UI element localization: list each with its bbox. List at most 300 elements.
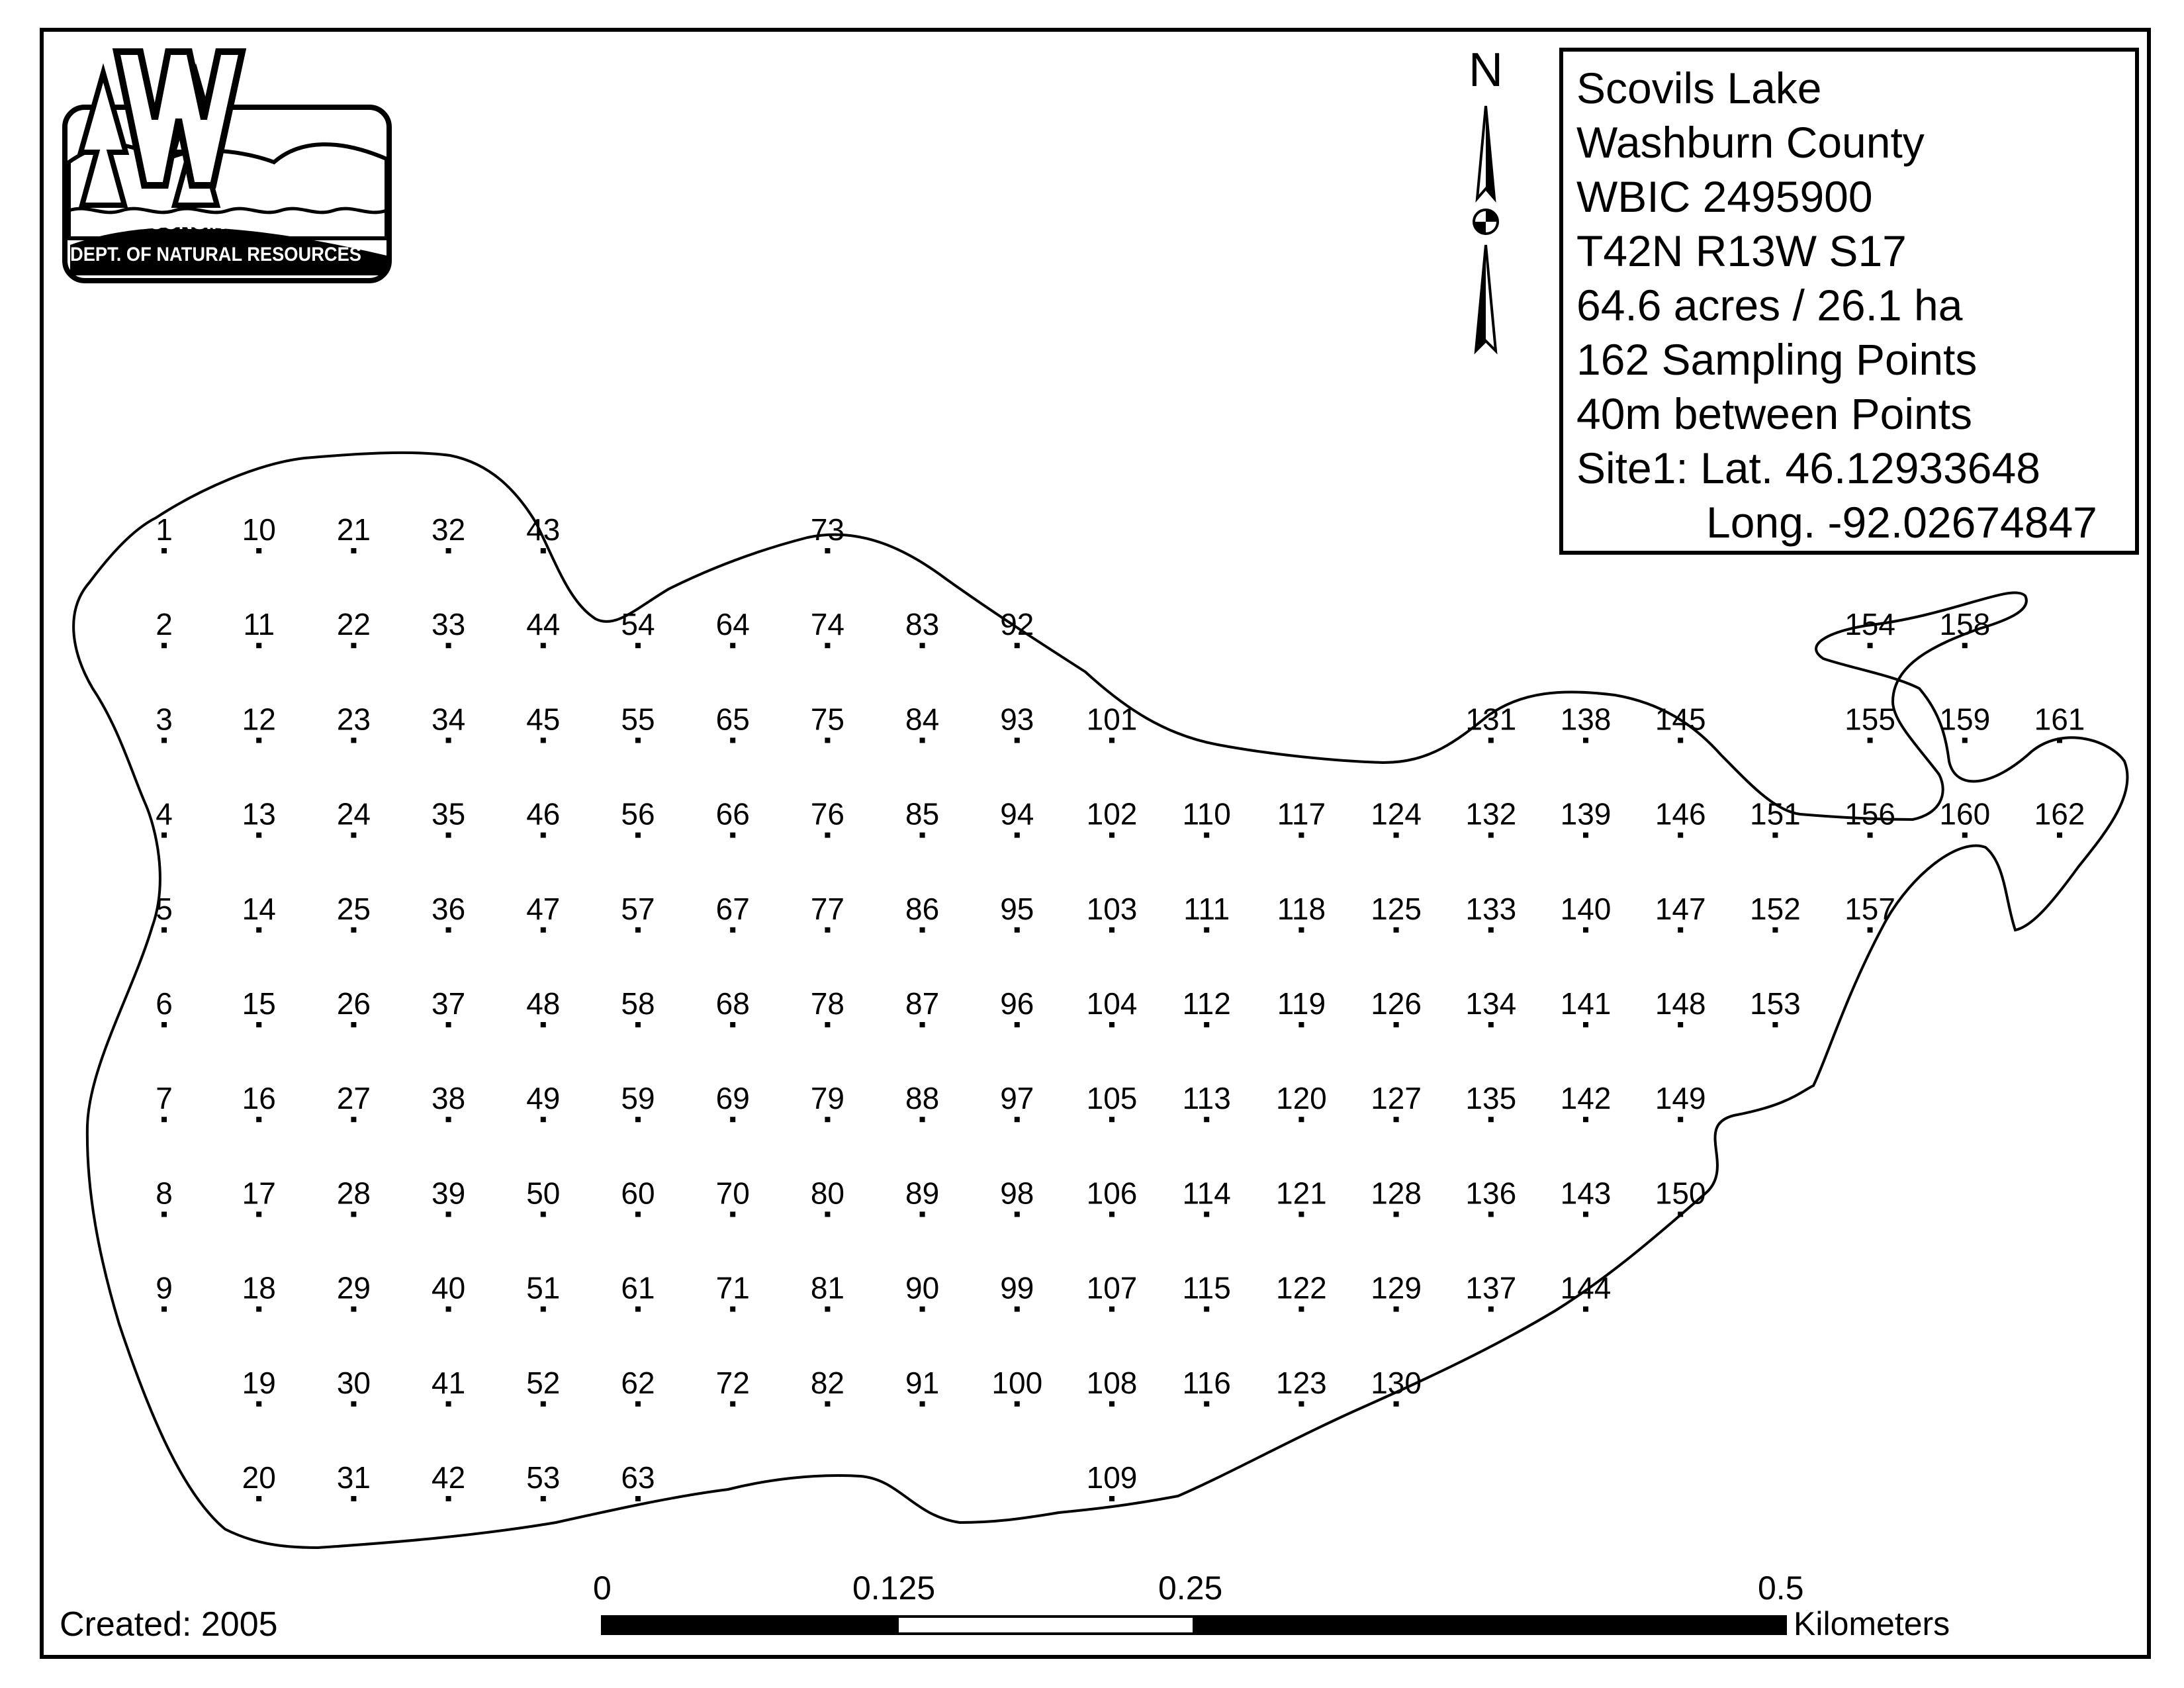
sampling-point-label-56: 56 <box>621 796 655 831</box>
sampling-point-label-33: 33 <box>432 607 466 642</box>
sampling-point-label-99: 99 <box>1000 1270 1034 1305</box>
sampling-point-dot-18 <box>256 1307 261 1312</box>
sampling-point-label-105: 105 <box>1086 1081 1138 1116</box>
sampling-point-dot-112 <box>1204 1022 1209 1027</box>
sampling-point-dot-91 <box>920 1401 925 1407</box>
sampling-point-dot-5 <box>161 927 167 933</box>
sampling-point-dot-22 <box>351 643 356 648</box>
sampling-point-dot-12 <box>256 737 261 743</box>
sampling-point-dot-6 <box>161 1022 167 1027</box>
sampling-point-dot-33 <box>446 643 451 648</box>
sampling-point-label-87: 87 <box>905 986 940 1021</box>
sampling-point-label-154: 154 <box>1844 607 1895 642</box>
sampling-point-label-48: 48 <box>526 986 561 1021</box>
sampling-point-label-42: 42 <box>432 1460 466 1495</box>
sampling-point-dot-101 <box>1109 737 1115 743</box>
sampling-point-label-28: 28 <box>336 1176 371 1211</box>
sampling-point-label-130: 130 <box>1371 1365 1422 1400</box>
sampling-point-dot-134 <box>1488 1022 1494 1027</box>
sampling-point-label-106: 106 <box>1086 1176 1138 1211</box>
info-box <box>1559 48 2139 555</box>
sampling-point-label-54: 54 <box>621 607 655 642</box>
sampling-point-label-125: 125 <box>1371 891 1422 926</box>
sampling-point-dot-51 <box>541 1307 546 1312</box>
scale-bar <box>601 1615 1787 1635</box>
sampling-point-label-8: 8 <box>156 1176 173 1211</box>
sampling-point-label-103: 103 <box>1086 891 1138 926</box>
sampling-point-dot-150 <box>1678 1211 1683 1217</box>
sampling-point-label-72: 72 <box>715 1365 750 1400</box>
sampling-point-label-31: 31 <box>336 1460 371 1495</box>
sampling-point-label-142: 142 <box>1560 1081 1612 1116</box>
sampling-point-label-83: 83 <box>905 607 940 642</box>
sampling-point-dot-19 <box>256 1401 261 1407</box>
sampling-point-dot-65 <box>730 737 735 743</box>
sampling-point-dot-96 <box>1015 1022 1020 1027</box>
sampling-point-dot-24 <box>351 833 356 838</box>
info-wbic: WBIC 2495900 <box>1576 172 1873 221</box>
sampling-point-label-93: 93 <box>1000 702 1034 737</box>
sampling-point-label-108: 108 <box>1086 1365 1138 1400</box>
sampling-point-dot-47 <box>541 927 546 933</box>
sampling-point-label-67: 67 <box>715 891 750 926</box>
sampling-point-dot-129 <box>1394 1307 1399 1312</box>
sampling-point-dot-131 <box>1488 737 1494 743</box>
sampling-point-dot-82 <box>825 1401 830 1407</box>
sampling-point-dot-143 <box>1583 1211 1588 1217</box>
sampling-point-dot-161 <box>2057 737 2062 743</box>
sampling-point-label-104: 104 <box>1086 986 1138 1021</box>
info-location: T42N R13W S17 <box>1576 226 1907 275</box>
sampling-point-label-150: 150 <box>1655 1176 1706 1211</box>
sampling-point-dot-57 <box>635 927 641 933</box>
sampling-point-dot-67 <box>730 927 735 933</box>
sampling-point-dot-42 <box>446 1496 451 1501</box>
sampling-point-label-158: 158 <box>1939 607 1991 642</box>
sampling-point-label-110: 110 <box>1182 796 1231 831</box>
sampling-point-dot-75 <box>825 737 830 743</box>
sampling-point-label-60: 60 <box>621 1176 655 1211</box>
sampling-point-dot-118 <box>1298 927 1304 933</box>
sampling-point-label-46: 46 <box>526 796 561 831</box>
logo-tree-left-icon <box>81 73 126 205</box>
sampling-point-dot-2 <box>161 643 167 648</box>
sampling-point-label-140: 140 <box>1560 891 1612 926</box>
sampling-point-dot-10 <box>256 548 261 553</box>
sampling-point-label-30: 30 <box>336 1365 371 1400</box>
sampling-point-dot-89 <box>920 1211 925 1217</box>
sampling-point-label-13: 13 <box>242 796 276 831</box>
sampling-point-label-64: 64 <box>715 607 750 642</box>
sampling-point-label-148: 148 <box>1655 986 1706 1021</box>
sampling-point-dot-78 <box>825 1022 830 1027</box>
sampling-point-dot-74 <box>825 643 830 648</box>
sampling-point-dot-111 <box>1204 927 1209 933</box>
sampling-point-dot-70 <box>730 1211 735 1217</box>
info-lake-name: Scovils Lake <box>1576 64 1822 113</box>
sampling-point-dot-130 <box>1394 1401 1399 1407</box>
sampling-point-label-16: 16 <box>242 1081 276 1116</box>
sampling-point-label-49: 49 <box>526 1081 561 1116</box>
sampling-point-label-120: 120 <box>1276 1081 1327 1116</box>
sampling-point-dot-108 <box>1109 1401 1115 1407</box>
sampling-point-dot-63 <box>635 1496 641 1501</box>
sampling-point-dot-55 <box>635 737 641 743</box>
sampling-point-label-143: 143 <box>1560 1176 1612 1211</box>
sampling-point-dot-95 <box>1015 927 1020 933</box>
sampling-point-label-52: 52 <box>526 1365 561 1400</box>
sampling-point-dot-125 <box>1394 927 1399 933</box>
sampling-point-dot-17 <box>256 1211 261 1217</box>
sampling-point-label-55: 55 <box>621 702 655 737</box>
sampling-point-dot-151 <box>1772 833 1778 838</box>
created-date: Created: 2005 <box>60 1605 278 1644</box>
sampling-point-dot-103 <box>1109 927 1115 933</box>
sampling-point-label-39: 39 <box>432 1176 466 1211</box>
sampling-point-dot-37 <box>446 1022 451 1027</box>
logo-line1: WISCONSIN <box>111 212 226 234</box>
sampling-point-dot-99 <box>1015 1307 1020 1312</box>
sampling-point-label-139: 139 <box>1560 796 1612 831</box>
sampling-point-dot-100 <box>1015 1401 1020 1407</box>
sampling-point-dot-126 <box>1394 1022 1399 1027</box>
sampling-point-label-152: 152 <box>1750 891 1801 926</box>
sampling-point-label-159: 159 <box>1939 702 1991 737</box>
sampling-point-label-122: 122 <box>1276 1270 1327 1305</box>
sampling-point-label-147: 147 <box>1655 891 1706 926</box>
sampling-point-dot-7 <box>161 1117 167 1122</box>
sampling-point-label-37: 37 <box>432 986 466 1021</box>
sampling-point-dot-64 <box>730 643 735 648</box>
sampling-point-dot-162 <box>2057 833 2062 838</box>
sampling-point-label-75: 75 <box>810 702 844 737</box>
sampling-point-dot-62 <box>635 1401 641 1407</box>
sampling-point-dot-137 <box>1488 1307 1494 1312</box>
sampling-point-label-40: 40 <box>432 1270 466 1305</box>
sampling-point-dot-148 <box>1678 1022 1683 1027</box>
sampling-point-label-101: 101 <box>1086 702 1138 737</box>
sampling-point-label-43: 43 <box>526 512 561 547</box>
sampling-point-dot-88 <box>920 1117 925 1122</box>
sampling-point-dot-94 <box>1015 833 1020 838</box>
sampling-point-dot-54 <box>635 643 641 648</box>
sampling-point-dot-40 <box>446 1307 451 1312</box>
sampling-point-dot-110 <box>1204 833 1209 838</box>
sampling-point-dot-81 <box>825 1307 830 1312</box>
sampling-point-label-156: 156 <box>1844 796 1895 831</box>
sampling-point-dot-76 <box>825 833 830 838</box>
scale-unit: Kilometers <box>1794 1605 1950 1642</box>
sampling-point-label-27: 27 <box>336 1081 371 1116</box>
sampling-point-dot-58 <box>635 1022 641 1027</box>
sampling-point-dot-83 <box>920 643 925 648</box>
sampling-point-dot-145 <box>1678 737 1683 743</box>
north-arrow-bottom-fill-icon <box>1476 245 1486 351</box>
sampling-point-label-1: 1 <box>156 512 173 547</box>
sampling-point-dot-15 <box>256 1022 261 1027</box>
sampling-point-dot-36 <box>446 927 451 933</box>
sampling-point-dot-127 <box>1394 1117 1399 1122</box>
sampling-point-dot-59 <box>635 1117 641 1122</box>
sampling-point-dot-20 <box>256 1496 261 1501</box>
sampling-point-label-22: 22 <box>336 607 371 642</box>
sampling-point-label-155: 155 <box>1844 702 1895 737</box>
sampling-point-dot-30 <box>351 1401 356 1407</box>
sampling-point-label-5: 5 <box>156 891 173 926</box>
sampling-point-label-135: 135 <box>1465 1081 1517 1116</box>
sampling-point-dot-71 <box>730 1307 735 1312</box>
sampling-point-label-70: 70 <box>715 1176 750 1211</box>
sampling-point-dot-157 <box>1868 927 1873 933</box>
sampling-point-label-21: 21 <box>336 512 371 547</box>
sampling-point-label-121: 121 <box>1276 1176 1327 1211</box>
sampling-point-label-34: 34 <box>432 702 466 737</box>
sampling-point-dot-136 <box>1488 1211 1494 1217</box>
sampling-point-dot-73 <box>825 548 830 553</box>
sampling-point-label-25: 25 <box>336 891 371 926</box>
sampling-point-label-86: 86 <box>905 891 940 926</box>
sampling-point-label-141: 141 <box>1560 986 1612 1021</box>
sampling-point-dot-48 <box>541 1022 546 1027</box>
info-points-count: 162 Sampling Points <box>1576 335 1978 384</box>
sampling-point-dot-155 <box>1868 737 1873 743</box>
sampling-point-label-65: 65 <box>715 702 750 737</box>
sampling-point-dot-140 <box>1583 927 1588 933</box>
sampling-point-dot-45 <box>541 737 546 743</box>
sampling-point-label-132: 132 <box>1465 796 1517 831</box>
sampling-point-dot-158 <box>1962 643 1968 648</box>
sampling-point-dot-28 <box>351 1211 356 1217</box>
sampling-point-label-145: 145 <box>1655 702 1706 737</box>
sampling-point-label-2: 2 <box>156 607 173 642</box>
sampling-point-label-88: 88 <box>905 1081 940 1116</box>
sampling-point-dot-104 <box>1109 1022 1115 1027</box>
sampling-point-label-157: 157 <box>1844 891 1895 926</box>
sampling-point-label-98: 98 <box>1000 1176 1034 1211</box>
sampling-point-dot-154 <box>1868 643 1873 648</box>
sampling-point-dot-144 <box>1583 1307 1588 1312</box>
sampling-point-label-95: 95 <box>1000 891 1034 926</box>
sampling-point-dot-4 <box>161 833 167 838</box>
sampling-point-dot-11 <box>256 643 261 648</box>
sampling-point-label-81: 81 <box>810 1270 844 1305</box>
sampling-point-label-127: 127 <box>1371 1081 1422 1116</box>
sampling-point-dot-86 <box>920 927 925 933</box>
sampling-point-label-19: 19 <box>242 1365 276 1400</box>
sampling-point-dot-27 <box>351 1117 356 1122</box>
sampling-point-dot-79 <box>825 1117 830 1122</box>
sampling-point-label-133: 133 <box>1465 891 1517 926</box>
sampling-point-dot-156 <box>1868 833 1873 838</box>
sampling-point-dot-38 <box>446 1117 451 1122</box>
sampling-point-dot-119 <box>1298 1022 1304 1027</box>
dnr-logo <box>62 46 393 285</box>
sampling-point-dot-44 <box>541 643 546 648</box>
scale-segment-3 <box>1194 1615 1787 1635</box>
sampling-point-dot-113 <box>1204 1117 1209 1122</box>
info-spacing: 40m between Points <box>1576 389 1973 438</box>
sampling-point-label-134: 134 <box>1465 986 1517 1021</box>
sampling-point-dot-146 <box>1678 833 1683 838</box>
sampling-point-label-61: 61 <box>621 1270 655 1305</box>
sampling-point-label-107: 107 <box>1086 1270 1138 1305</box>
sampling-point-dot-43 <box>541 548 546 553</box>
sampling-point-dot-105 <box>1109 1117 1115 1122</box>
sampling-point-dot-52 <box>541 1401 546 1407</box>
sampling-point-dot-49 <box>541 1117 546 1122</box>
sampling-point-dot-90 <box>920 1307 925 1312</box>
sampling-point-label-100: 100 <box>991 1365 1043 1400</box>
sampling-point-dot-114 <box>1204 1211 1209 1217</box>
sampling-point-label-144: 144 <box>1560 1270 1612 1305</box>
north-arrow <box>1443 46 1529 357</box>
sampling-point-label-77: 77 <box>810 891 844 926</box>
sampling-point-dot-98 <box>1015 1211 1020 1217</box>
sampling-point-label-26: 26 <box>336 986 371 1021</box>
sampling-point-label-36: 36 <box>432 891 466 926</box>
sampling-point-dot-25 <box>351 927 356 933</box>
sampling-point-label-29: 29 <box>336 1270 371 1305</box>
sampling-point-label-71: 71 <box>715 1270 750 1305</box>
sampling-point-label-57: 57 <box>621 891 655 926</box>
sampling-points <box>156 512 2085 1501</box>
sampling-point-label-97: 97 <box>1000 1081 1034 1116</box>
sampling-point-label-53: 53 <box>526 1460 561 1495</box>
sampling-point-dot-56 <box>635 833 641 838</box>
sampling-point-label-90: 90 <box>905 1270 940 1305</box>
sampling-point-label-114: 114 <box>1182 1176 1231 1211</box>
sampling-point-dot-60 <box>635 1211 641 1217</box>
sampling-point-label-113: 113 <box>1182 1081 1231 1116</box>
sampling-point-dot-26 <box>351 1022 356 1027</box>
sampling-point-dot-152 <box>1772 927 1778 933</box>
sampling-point-label-76: 76 <box>810 796 844 831</box>
sampling-point-dot-34 <box>446 737 451 743</box>
sampling-point-dot-115 <box>1204 1307 1209 1312</box>
sampling-point-dot-32 <box>446 548 451 553</box>
sampling-point-label-162: 162 <box>2034 796 2085 831</box>
scale-segment-1 <box>601 1615 897 1635</box>
sampling-point-dot-124 <box>1394 833 1399 838</box>
sampling-point-dot-142 <box>1583 1117 1588 1122</box>
sampling-point-label-38: 38 <box>432 1081 466 1116</box>
sampling-point-label-74: 74 <box>810 607 844 642</box>
sampling-point-dot-132 <box>1488 833 1494 838</box>
sampling-point-dot-31 <box>351 1496 356 1501</box>
sampling-point-dot-149 <box>1678 1117 1683 1122</box>
sampling-point-dot-68 <box>730 1022 735 1027</box>
sampling-point-label-6: 6 <box>156 986 173 1021</box>
sampling-point-label-68: 68 <box>715 986 750 1021</box>
sampling-point-dot-121 <box>1298 1211 1304 1217</box>
sampling-point-label-3: 3 <box>156 702 173 737</box>
sampling-point-dot-93 <box>1015 737 1020 743</box>
sampling-point-label-4: 4 <box>156 796 173 831</box>
scale-label-05: 0.5 <box>1758 1570 1804 1607</box>
scale-label-025: 0.25 <box>1158 1570 1223 1607</box>
sampling-point-label-32: 32 <box>432 512 466 547</box>
sampling-point-dot-61 <box>635 1307 641 1312</box>
sampling-point-label-58: 58 <box>621 986 655 1021</box>
sampling-point-dot-14 <box>256 927 261 933</box>
sampling-point-label-126: 126 <box>1371 986 1422 1021</box>
info-county: Washburn County <box>1576 118 1925 167</box>
sampling-point-label-17: 17 <box>242 1176 276 1211</box>
sampling-point-label-50: 50 <box>526 1176 561 1211</box>
sampling-point-label-94: 94 <box>1000 796 1034 831</box>
sampling-point-label-128: 128 <box>1371 1176 1422 1211</box>
sampling-point-dot-87 <box>920 1022 925 1027</box>
scale-segment-2 <box>897 1617 1194 1634</box>
sampling-point-dot-46 <box>541 833 546 838</box>
sampling-point-dot-77 <box>825 927 830 933</box>
sampling-point-dot-1 <box>161 548 167 553</box>
sampling-point-dot-139 <box>1583 833 1588 838</box>
sampling-point-dot-39 <box>446 1211 451 1217</box>
sampling-point-label-92: 92 <box>1000 607 1034 642</box>
sampling-point-label-111: 111 <box>1183 891 1230 926</box>
sampling-point-dot-35 <box>446 833 451 838</box>
sampling-point-dot-21 <box>351 548 356 553</box>
sampling-point-label-51: 51 <box>526 1270 561 1305</box>
sampling-point-dot-133 <box>1488 927 1494 933</box>
sampling-point-dot-29 <box>351 1307 356 1312</box>
info-site-lat: Site1: Lat. 46.12933648 <box>1576 444 2040 492</box>
sampling-point-dot-117 <box>1298 833 1304 838</box>
sampling-point-label-91: 91 <box>905 1365 940 1400</box>
sampling-point-label-78: 78 <box>810 986 844 1021</box>
sampling-point-dot-69 <box>730 1117 735 1122</box>
north-label: N <box>1469 46 1503 97</box>
sampling-point-dot-116 <box>1204 1401 1209 1407</box>
sampling-point-dot-97 <box>1015 1117 1020 1122</box>
sampling-point-label-82: 82 <box>810 1365 844 1400</box>
sampling-point-dot-13 <box>256 833 261 838</box>
sampling-point-dot-160 <box>1962 833 1968 838</box>
sampling-point-label-131: 131 <box>1465 702 1517 737</box>
info-site-long: Long. -92.02674847 <box>1706 498 2097 547</box>
sampling-point-dot-3 <box>161 737 167 743</box>
sampling-point-dot-80 <box>825 1211 830 1217</box>
sampling-point-dot-53 <box>541 1496 546 1501</box>
sampling-point-dot-159 <box>1962 737 1968 743</box>
sampling-point-label-9: 9 <box>156 1270 173 1305</box>
sampling-point-label-15: 15 <box>242 986 276 1021</box>
sampling-point-dot-128 <box>1394 1211 1399 1217</box>
sampling-point-label-44: 44 <box>526 607 561 642</box>
sampling-point-label-161: 161 <box>2034 702 2085 737</box>
sampling-point-dot-147 <box>1678 927 1683 933</box>
sampling-point-label-138: 138 <box>1560 702 1612 737</box>
sampling-point-label-151: 151 <box>1750 796 1801 831</box>
sampling-point-label-10: 10 <box>242 512 276 547</box>
sampling-point-dot-141 <box>1583 1022 1588 1027</box>
sampling-point-label-20: 20 <box>242 1460 276 1495</box>
sampling-point-dot-92 <box>1015 643 1020 648</box>
sampling-point-label-35: 35 <box>432 796 466 831</box>
sampling-point-dot-122 <box>1298 1307 1304 1312</box>
sampling-point-dot-85 <box>920 833 925 838</box>
sampling-point-label-11: 11 <box>243 607 275 642</box>
scale-label-0: 0 <box>593 1570 612 1607</box>
sampling-point-label-115: 115 <box>1182 1270 1231 1305</box>
sampling-point-label-23: 23 <box>336 702 371 737</box>
sampling-point-label-7: 7 <box>156 1081 173 1116</box>
sampling-point-label-137: 137 <box>1465 1270 1517 1305</box>
sampling-point-dot-106 <box>1109 1211 1115 1217</box>
sampling-point-label-18: 18 <box>242 1270 276 1305</box>
sampling-point-label-118: 118 <box>1277 891 1326 926</box>
